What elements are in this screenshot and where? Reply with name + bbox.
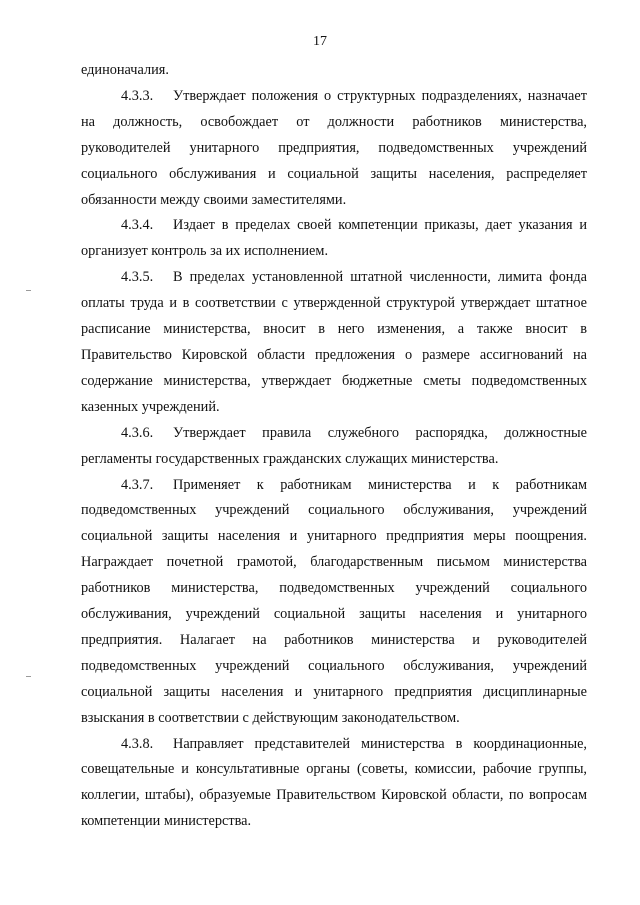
paragraph-4-3-4 xyxy=(81,213,587,265)
paragraph-number: 4.3.8. xyxy=(121,735,154,752)
paragraph-text: Утверждает правила служебного распорядка, должностные регламенты государственных гражданских служащих министерства. xyxy=(81,424,587,467)
paragraph-number: 4.3.4. xyxy=(121,217,154,234)
paragraph-number: 4.3.5. xyxy=(121,269,154,286)
scan-margin-mark-upper xyxy=(26,290,31,291)
paragraph-continuation xyxy=(81,58,587,84)
paragraph-text: Направляет представителей министерства в координационные, совещательные и консультативные органы (советы, комиссии, рабочие группы, коллегии, штабы), образуемые Правительством Кировской области, по вопросам компетенции министерства. xyxy=(81,735,587,830)
paragraph-4-3-8 xyxy=(81,732,587,836)
paragraph-text: Применяет к работникам министерства и к работникам подведомственных учреждений социального обслуживания, учреждений социальной защиты населения и унитарного предприятия меры поощрения. Награждает почетной грамотой, благодарственным письмом министерства работников министерства, подведомственных учреждений социального обслуживания, учреждений социальной защиты населения и унитарного предприятия. Налагает на работников министерства и руководителей подведомственных учреждений социального обслуживания, учреждений социальной защиты населения и унитарного предприятия дисциплинарные взыскания в соответствии с действующим законодательством. xyxy=(81,476,587,726)
paragraph-number: 4.3.3. xyxy=(121,87,154,104)
paragraph-4-3-5 xyxy=(81,265,587,420)
paragraph-text: единоначалия. xyxy=(81,62,169,78)
paragraph-4-3-6 xyxy=(81,421,587,473)
paragraph-text: Издает в пределах своей компетенции приказы, дает указания и организует контроль за их исполнением. xyxy=(81,217,587,260)
scan-margin-mark-lower xyxy=(26,676,31,677)
paragraph-number: 4.3.7. xyxy=(121,476,154,493)
paragraph-number: 4.3.6. xyxy=(121,424,154,441)
body-text xyxy=(81,58,587,835)
paragraph-text: В пределах установленной штатной численности, лимита фонда оплаты труда и в соответствии с утвержденной структурой утверждает штатное расписание министерства, вносит в него изменения, а также вносит в Правительство Кировской области предложения о размере ассигнований на содержание министерства, утверждает бюджетные сметы подведомственных казенных учреждений. xyxy=(81,269,587,415)
paragraph-4-3-3 xyxy=(81,84,587,214)
paragraph-4-3-7 xyxy=(81,473,587,732)
page-number: 17 xyxy=(313,34,327,49)
paragraph-text: Утверждает положения о структурных подразделениях, назначает на должность, освобождает от должности работников министерства, руководителей унитарного предприятия, подведомственных учреждений социального обслуживания и социальной защиты населения, распределяет обязанности между своими заместителями. xyxy=(81,87,587,208)
